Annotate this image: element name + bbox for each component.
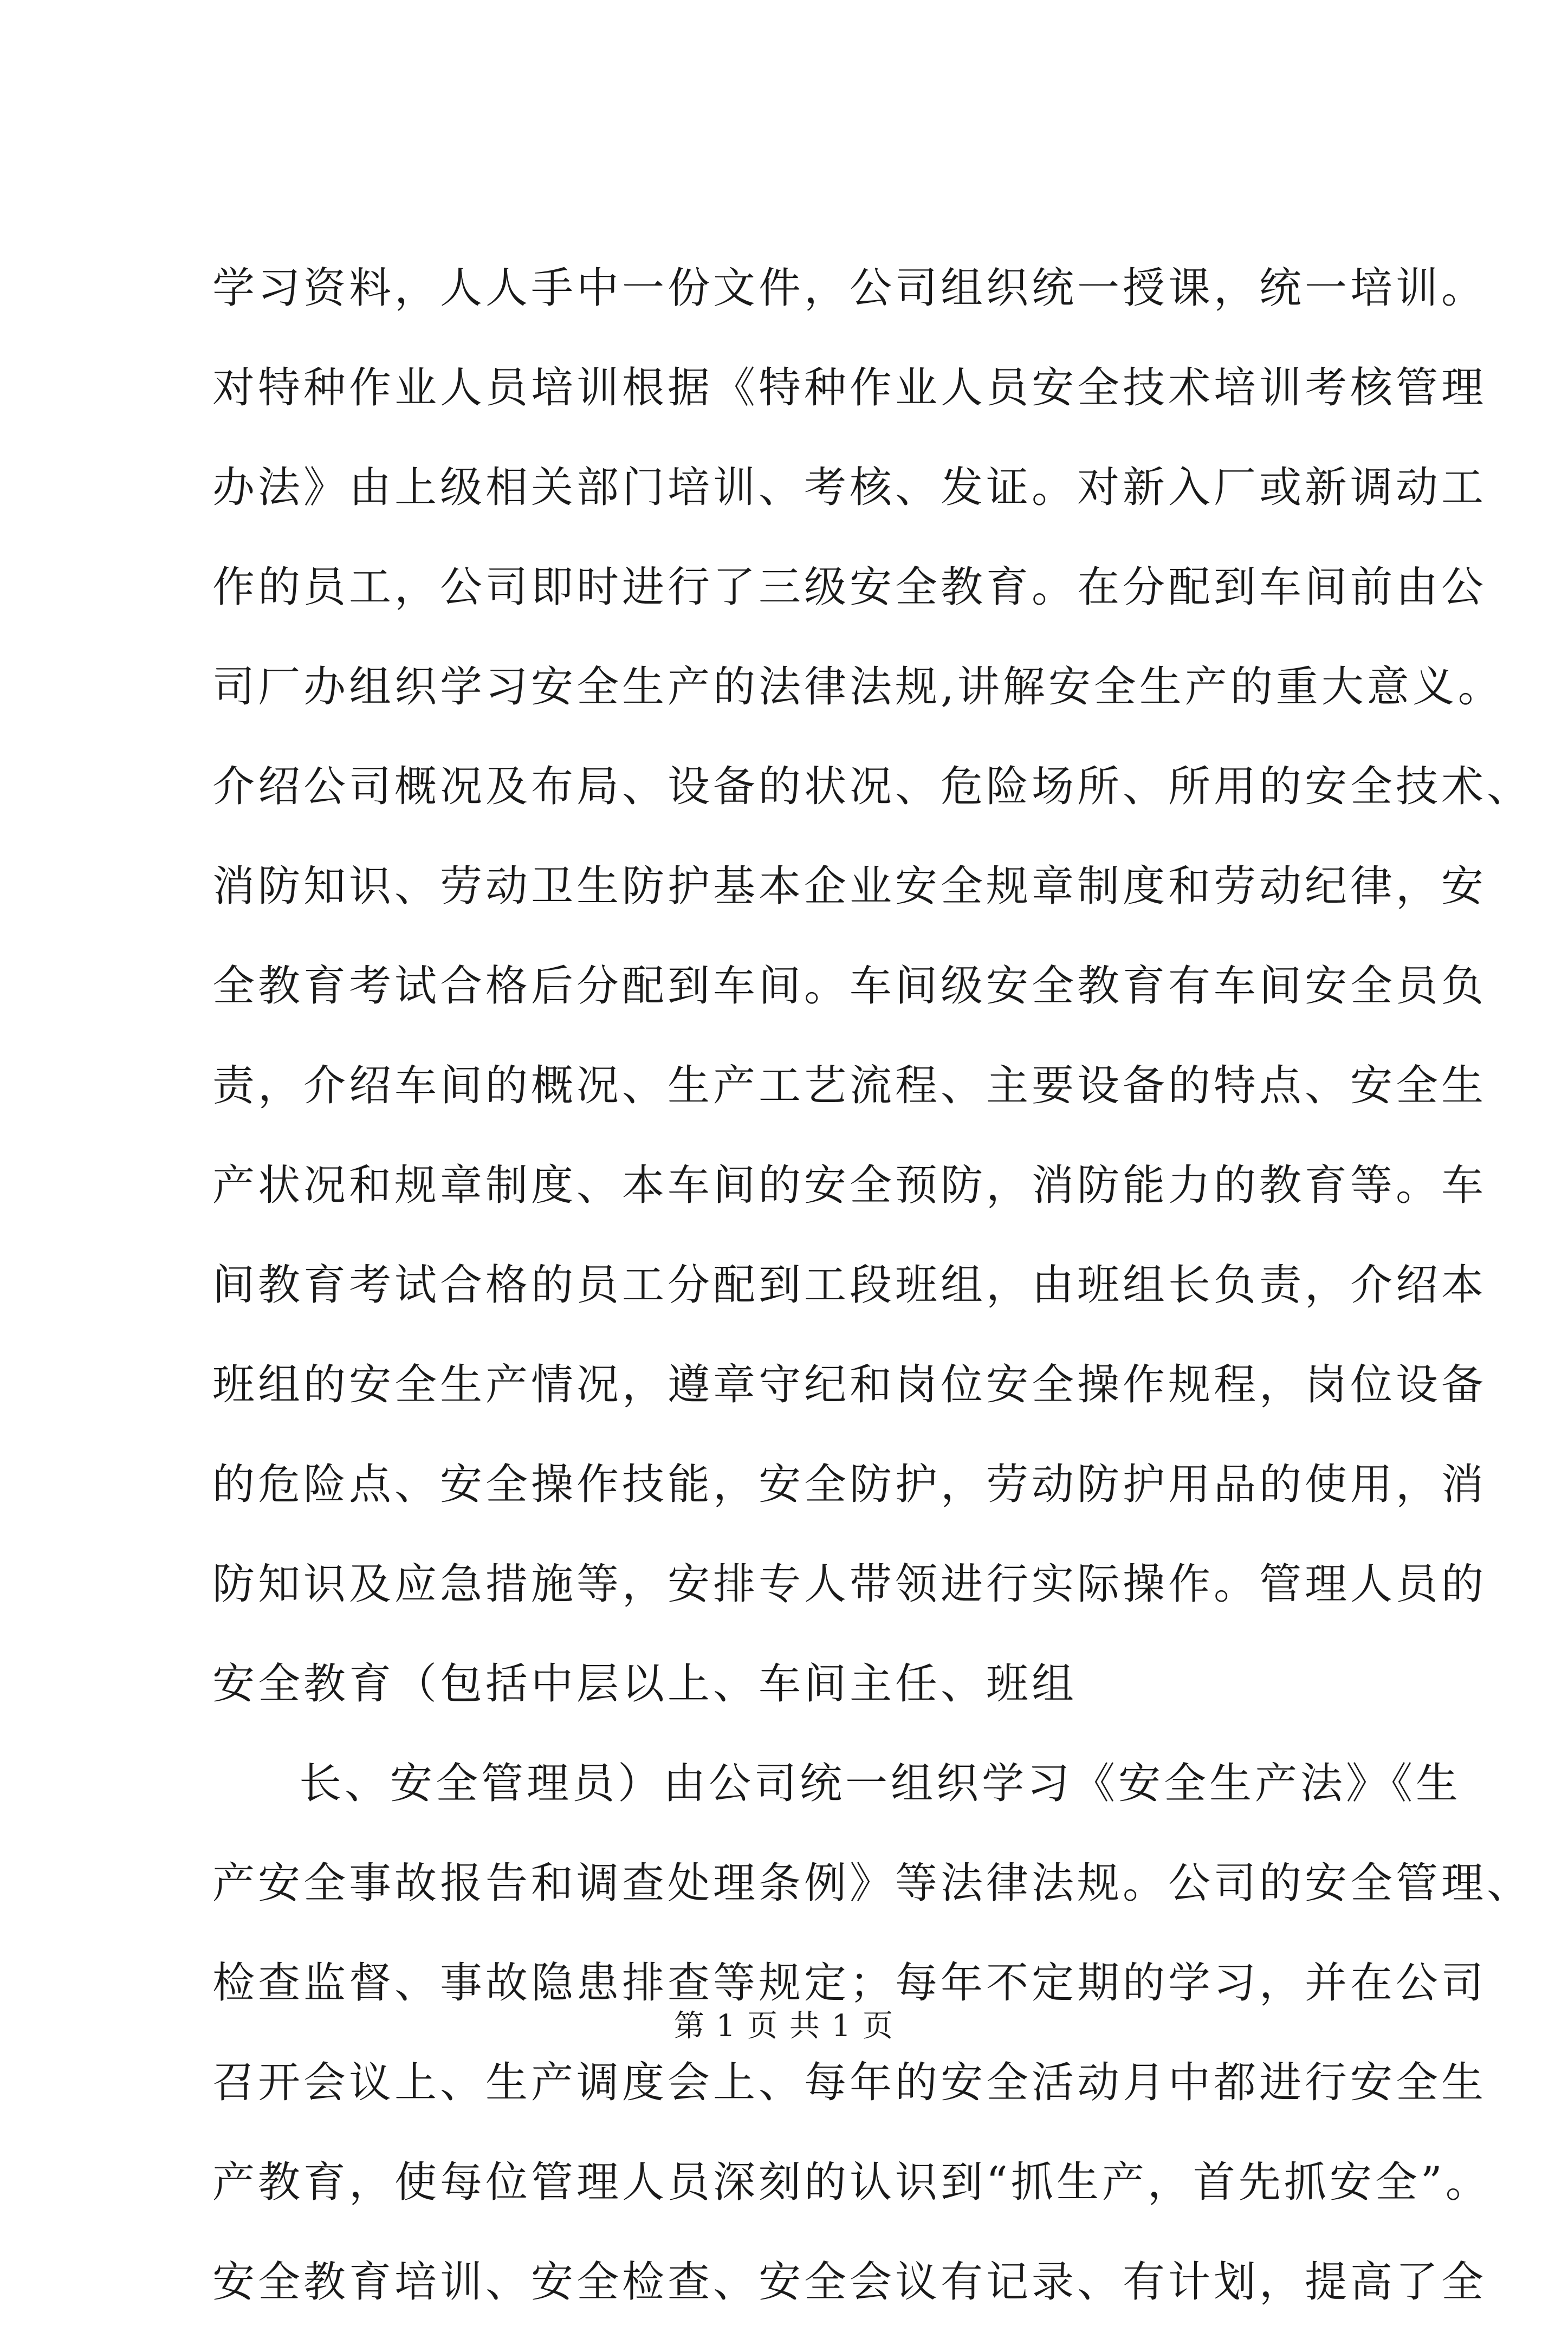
text-line: 办法》由上级相关部门培训、考核、发证。对新入厂或新调动工 [212, 463, 1487, 512]
text-line: 检查监督、事故隐患排查等规定；每年不定期的学习，并在公司 [212, 1959, 1487, 2007]
text-line: 学习资料，人人手中一份文件，公司组织统一授课，统一培训。 [212, 264, 1487, 313]
text-line: 司厂办组织学习安全生产的法律法规,讲解安全生产的重大意义。 [212, 663, 1504, 711]
text-line: 的危险点、安全操作技能，安全防护，劳动防护用品的使用，消 [212, 1460, 1487, 1509]
page-footer [0, 2005, 1568, 2048]
text-line: 产状况和规章制度、本车间的安全预防，消防能力的教育等。车 [212, 1161, 1487, 1210]
text-line: 消防知识、劳动卫生防护基本企业安全规章制度和劳动纪律，安 [212, 862, 1487, 911]
text-line: 防知识及应急措施等，安排专人带领进行实际操作。管理人员的 [212, 1560, 1487, 1609]
text-line: 召开会议上、生产调度会上、每年的安全活动月中都进行安全生 [212, 2058, 1487, 2107]
text-line: 介绍公司概况及布局、设备的状况、危险场所、所用的安全技术、 [212, 762, 1533, 811]
text-line: 责，介绍车间的概况、生产工艺流程、主要设备的特点、安全生 [212, 1061, 1487, 1110]
page-number: 第 1 页 共 1 页 [673, 2009, 895, 2044]
paragraph-1 [212, 238, 1533, 1734]
text-line: 安全教育培训、安全检查、安全会议有记录、有计划，提高了全 [212, 2258, 1487, 2307]
text-line: 班组的安全生产情况，遵章守纪和岗位安全操作规程，岗位设备 [212, 1361, 1487, 1409]
text-line: 产教育，使每位管理人员深刻的认识到“抓生产，首先抓安全”。 [212, 2158, 1491, 2207]
text-line: 安全教育（包括中层以上、车间主任、班组 [212, 1660, 1078, 1708]
text-line: 间教育考试合格的员工分配到工段班组，由班组长负责，介绍本 [212, 1261, 1487, 1310]
text-line: 全教育考试合格后分配到车间。车间级安全教育有车间安全员负 [212, 962, 1487, 1010]
text-line: 作的员工，公司即时进行了三级安全教育。在分配到车间前由公 [212, 563, 1487, 612]
text-line: 产安全事故报告和调查处理条例》等法律法规。公司的安全管理、 [212, 1859, 1533, 1908]
text-line: 对特种作业人员培训根据《特种作业人员安全技术培训考核管理 [212, 364, 1487, 412]
text-line: 长、安全管理员）由公司统一组织学习《安全生产法》《生 [299, 1759, 1462, 1808]
